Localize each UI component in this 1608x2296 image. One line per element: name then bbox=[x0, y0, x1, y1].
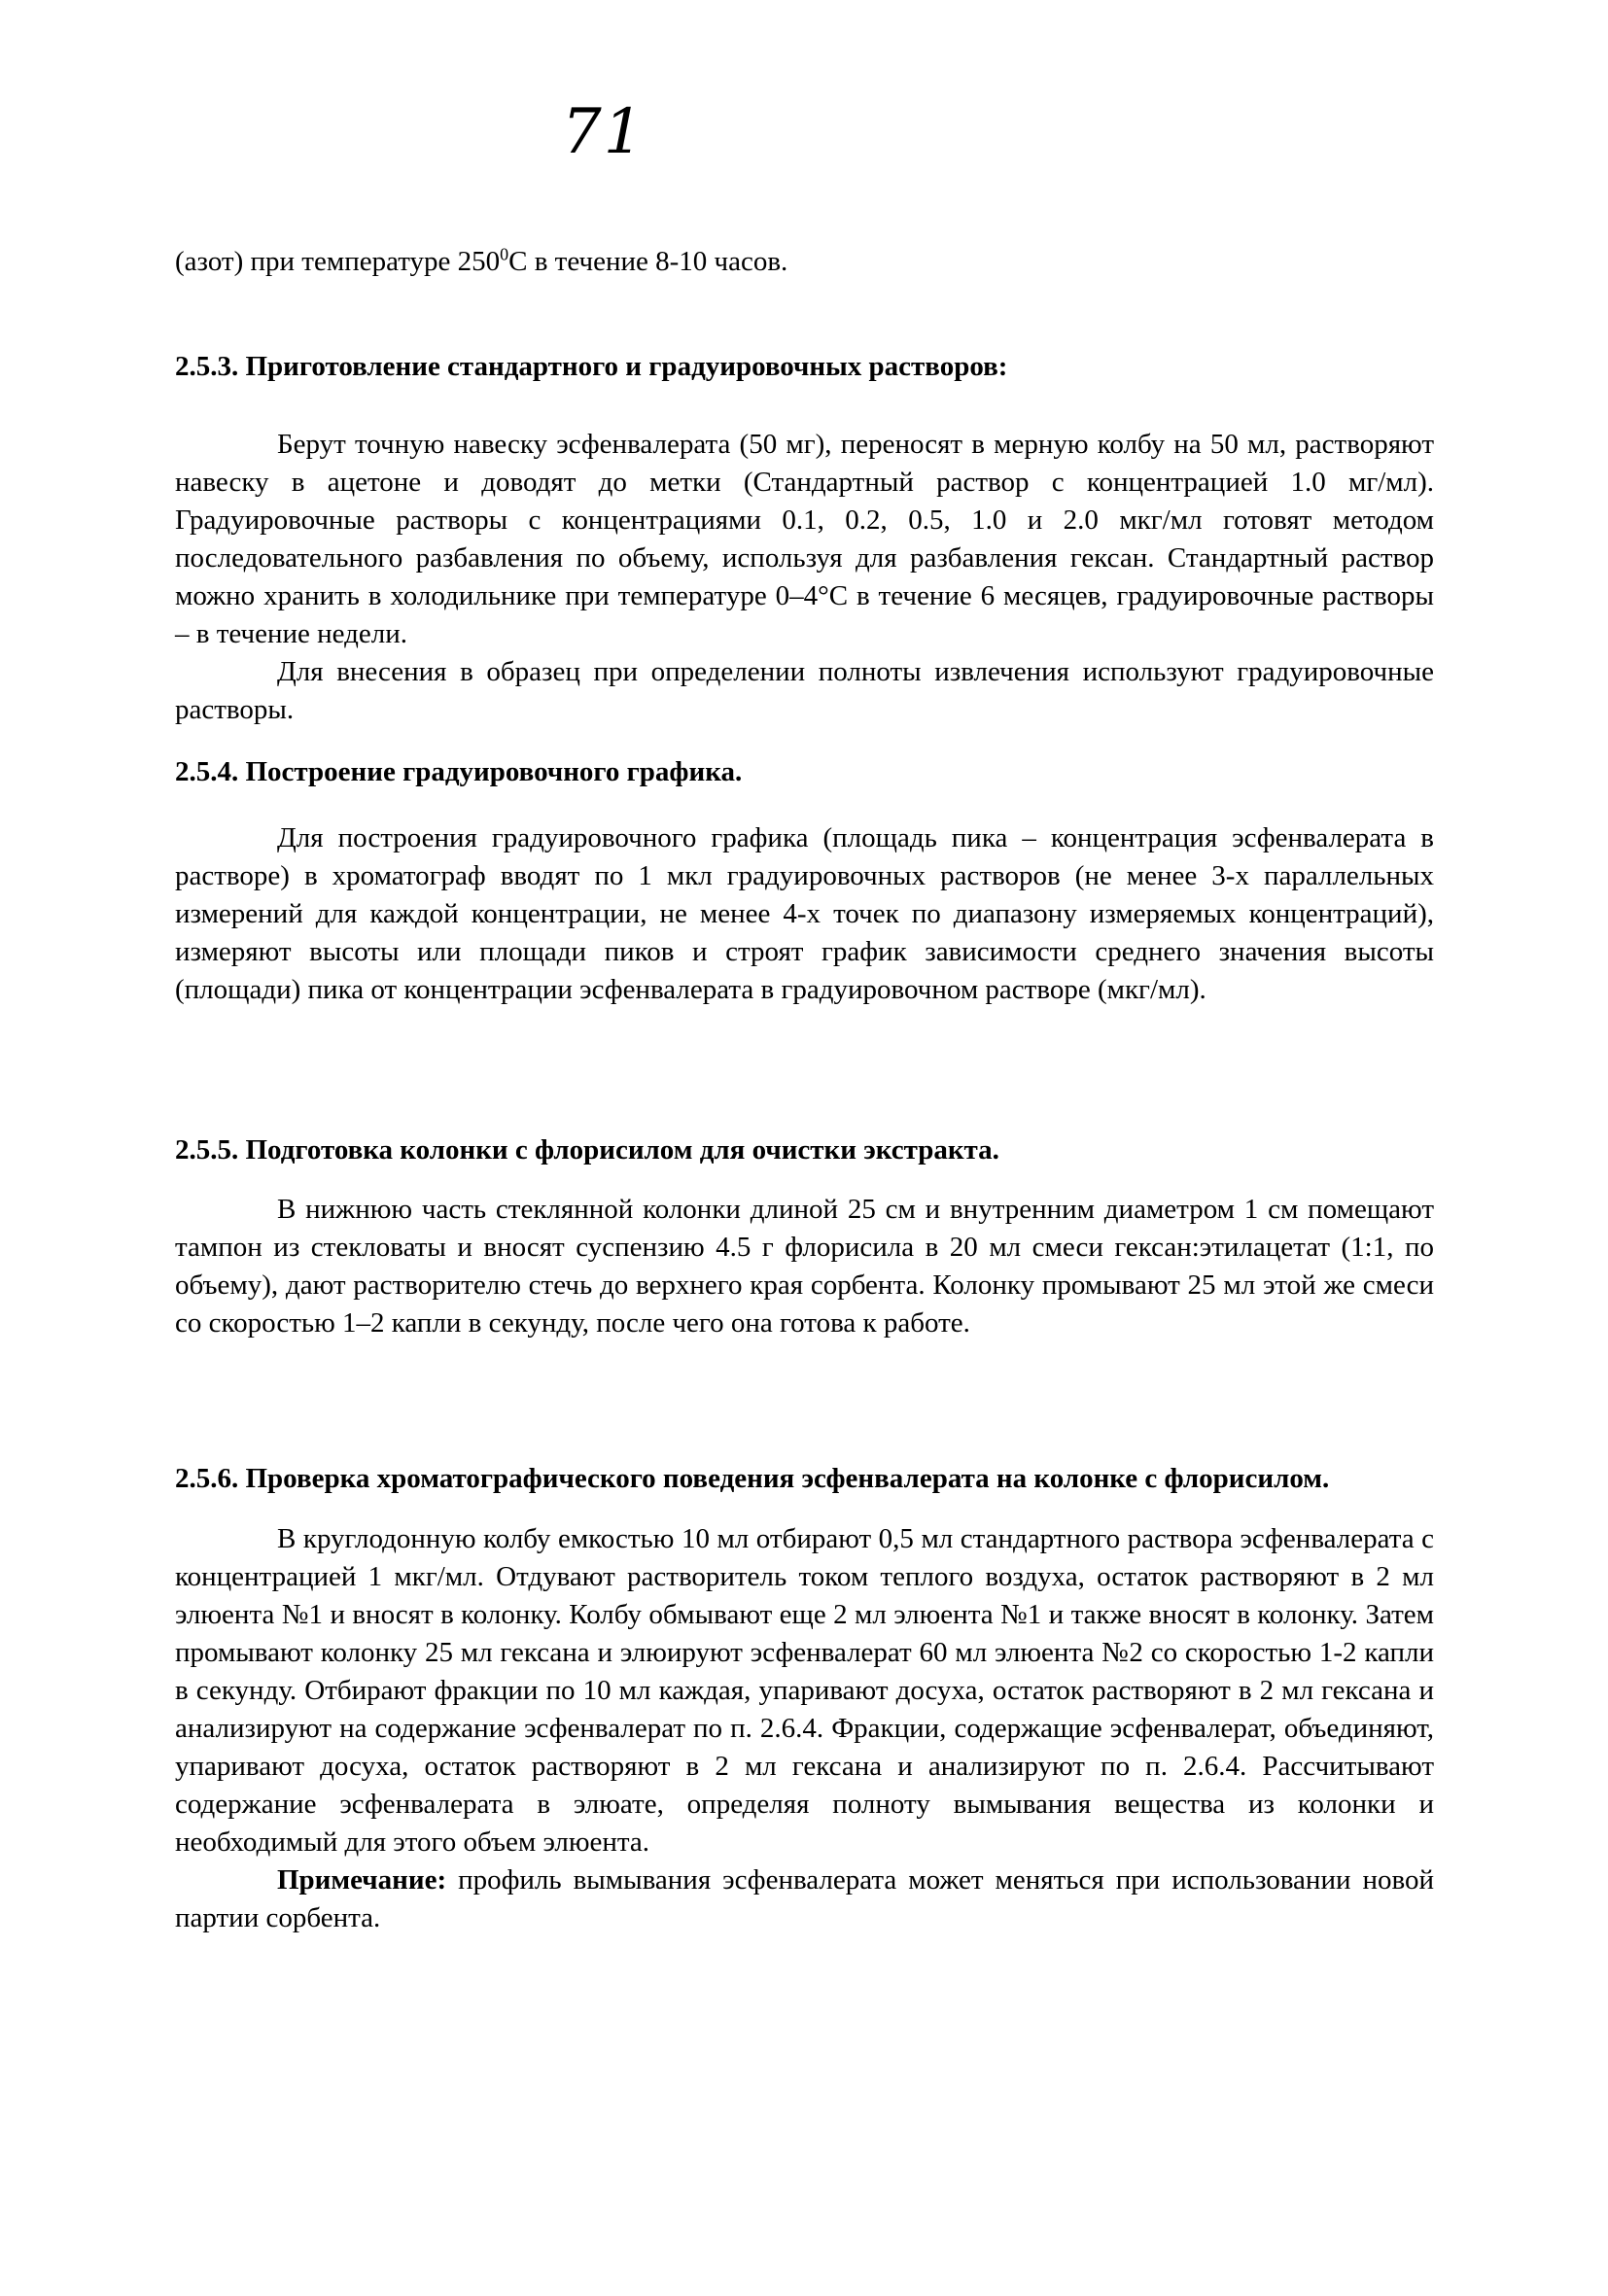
note-label: Примечание: bbox=[277, 1864, 447, 1896]
page-number: 71 bbox=[562, 96, 646, 168]
section-heading-2-5-5: 2.5.5. Подготовка колонки с флорисилом для очистки экстракта. bbox=[175, 1134, 999, 1165]
section-heading-2-5-3: 2.5.3. Приготовление стандартного и градуировочных растворов: bbox=[175, 351, 1008, 382]
section-body-2-5-5 bbox=[175, 1191, 1434, 1342]
section-heading-2-5-6: 2.5.6. Проверка хроматографического поведения эсфенвалерата на колонке с флорисилом. bbox=[175, 1463, 1330, 1494]
intro-line bbox=[175, 243, 1434, 281]
paragraph-note bbox=[175, 1861, 1434, 1937]
paragraph-calibration-graph: Для построения градуировочного графика (площадь пика – концентрация эсфенвалерата в растворе) в хроматограф вводят по 1 мкл градуировочных растворов (не менее 3-х параллельных измерений для каждой концентрации, не менее 4-х точек по диапазону измеряемых концентраций), измеряют высоты или площади пиков и строят график зависимости среднего значения высоты (площади) пика от концентрации эсфенвалерата в градуировочном растворе (мкг/мл). bbox=[175, 822, 1434, 1005]
section-body-2-5-4 bbox=[175, 819, 1434, 1009]
note-text: профиль вымывания эсфенвалерата может меняться при использовании новой партии сорбента. bbox=[175, 1864, 1434, 1933]
degree-superscript: 0 bbox=[500, 244, 509, 264]
paragraph-column-preparation: В нижнюю часть стеклянной колонки длиной 25 см и внутренним диаметром 1 см помещают тампон из стекловаты и вносят суспензию 4.5 г флорисила в 20 мл смеси гексан:этилацетат (1:1, по объему), дают растворителю стечь до верхнего края сорбента. Колонку промывают 25 мл этой же смеси со скоростью 1–2 капли в секунду, после чего она готова к работе. bbox=[175, 1194, 1434, 1339]
paragraph-standard-solution: Берут точную навеску эсфенвалерата (50 мг), переносят в мерную колбу на 50 мл, растворяют навеску в ацетоне и доводят до метки (Стандартный раствор с концентрацией 1.0 мг/мл). Градуировочные растворы с концентрациями 0.1, 0.2, 0.5, 1.0 и 2.0 мкг/мл готовят методом последовательного разбавления по объему, используя для разбавления гексан. Стандартный раствор можно хранить в холодильнике при температуре 0–4°С в течение 6 месяцев, градуировочные растворы – в течение недели. bbox=[175, 429, 1434, 649]
section-heading-2-5-4: 2.5.4. Построение градуировочного графика. bbox=[175, 756, 743, 787]
intro-text-after: С в течение 8-10 часов. bbox=[508, 246, 788, 277]
intro-text-before: (азот) при температуре 250 bbox=[175, 246, 501, 277]
section-body-2-5-6 bbox=[175, 1520, 1434, 1937]
section-body-2-5-3 bbox=[175, 426, 1434, 729]
paragraph-column-check: В круглодонную колбу емкостью 10 мл отбирают 0,5 мл стандартного раствора эсфенвалерата с концентрацией 1 мкг/мл. Отдувают растворитель током теплого воздуха, остаток растворяют в 2 мл элюента №1 и вносят в колонку. Колбу обмывают еще 2 мл элюента №1 и также вносят в колонку. Затем промывают колонку 25 мл гексана и элюируют эсфенвалерат 60 мл элюента №2 со скоростью 1-2 капли в секунду. Отбирают фракции по 10 мл каждая, упаривают досуха, остаток растворяют в 2 мл гексана и анализируют на содержание эсфенвалерат по п. 2.6.4. Фракции, содержащие эсфенвалерат, объединяют, упаривают досуха, остаток растворяют в 2 мл гексана и анализируют по п. 2.6.4. Рассчитывают содержание эсфенвалерата в элюате, определяя полноту вымывания вещества из колонки и необходимый для этого объем элюента. bbox=[175, 1523, 1434, 1858]
paragraph-calibration-use: Для внесения в образец при определении полноты извлечения используют градуировочные растворы. bbox=[175, 656, 1434, 725]
